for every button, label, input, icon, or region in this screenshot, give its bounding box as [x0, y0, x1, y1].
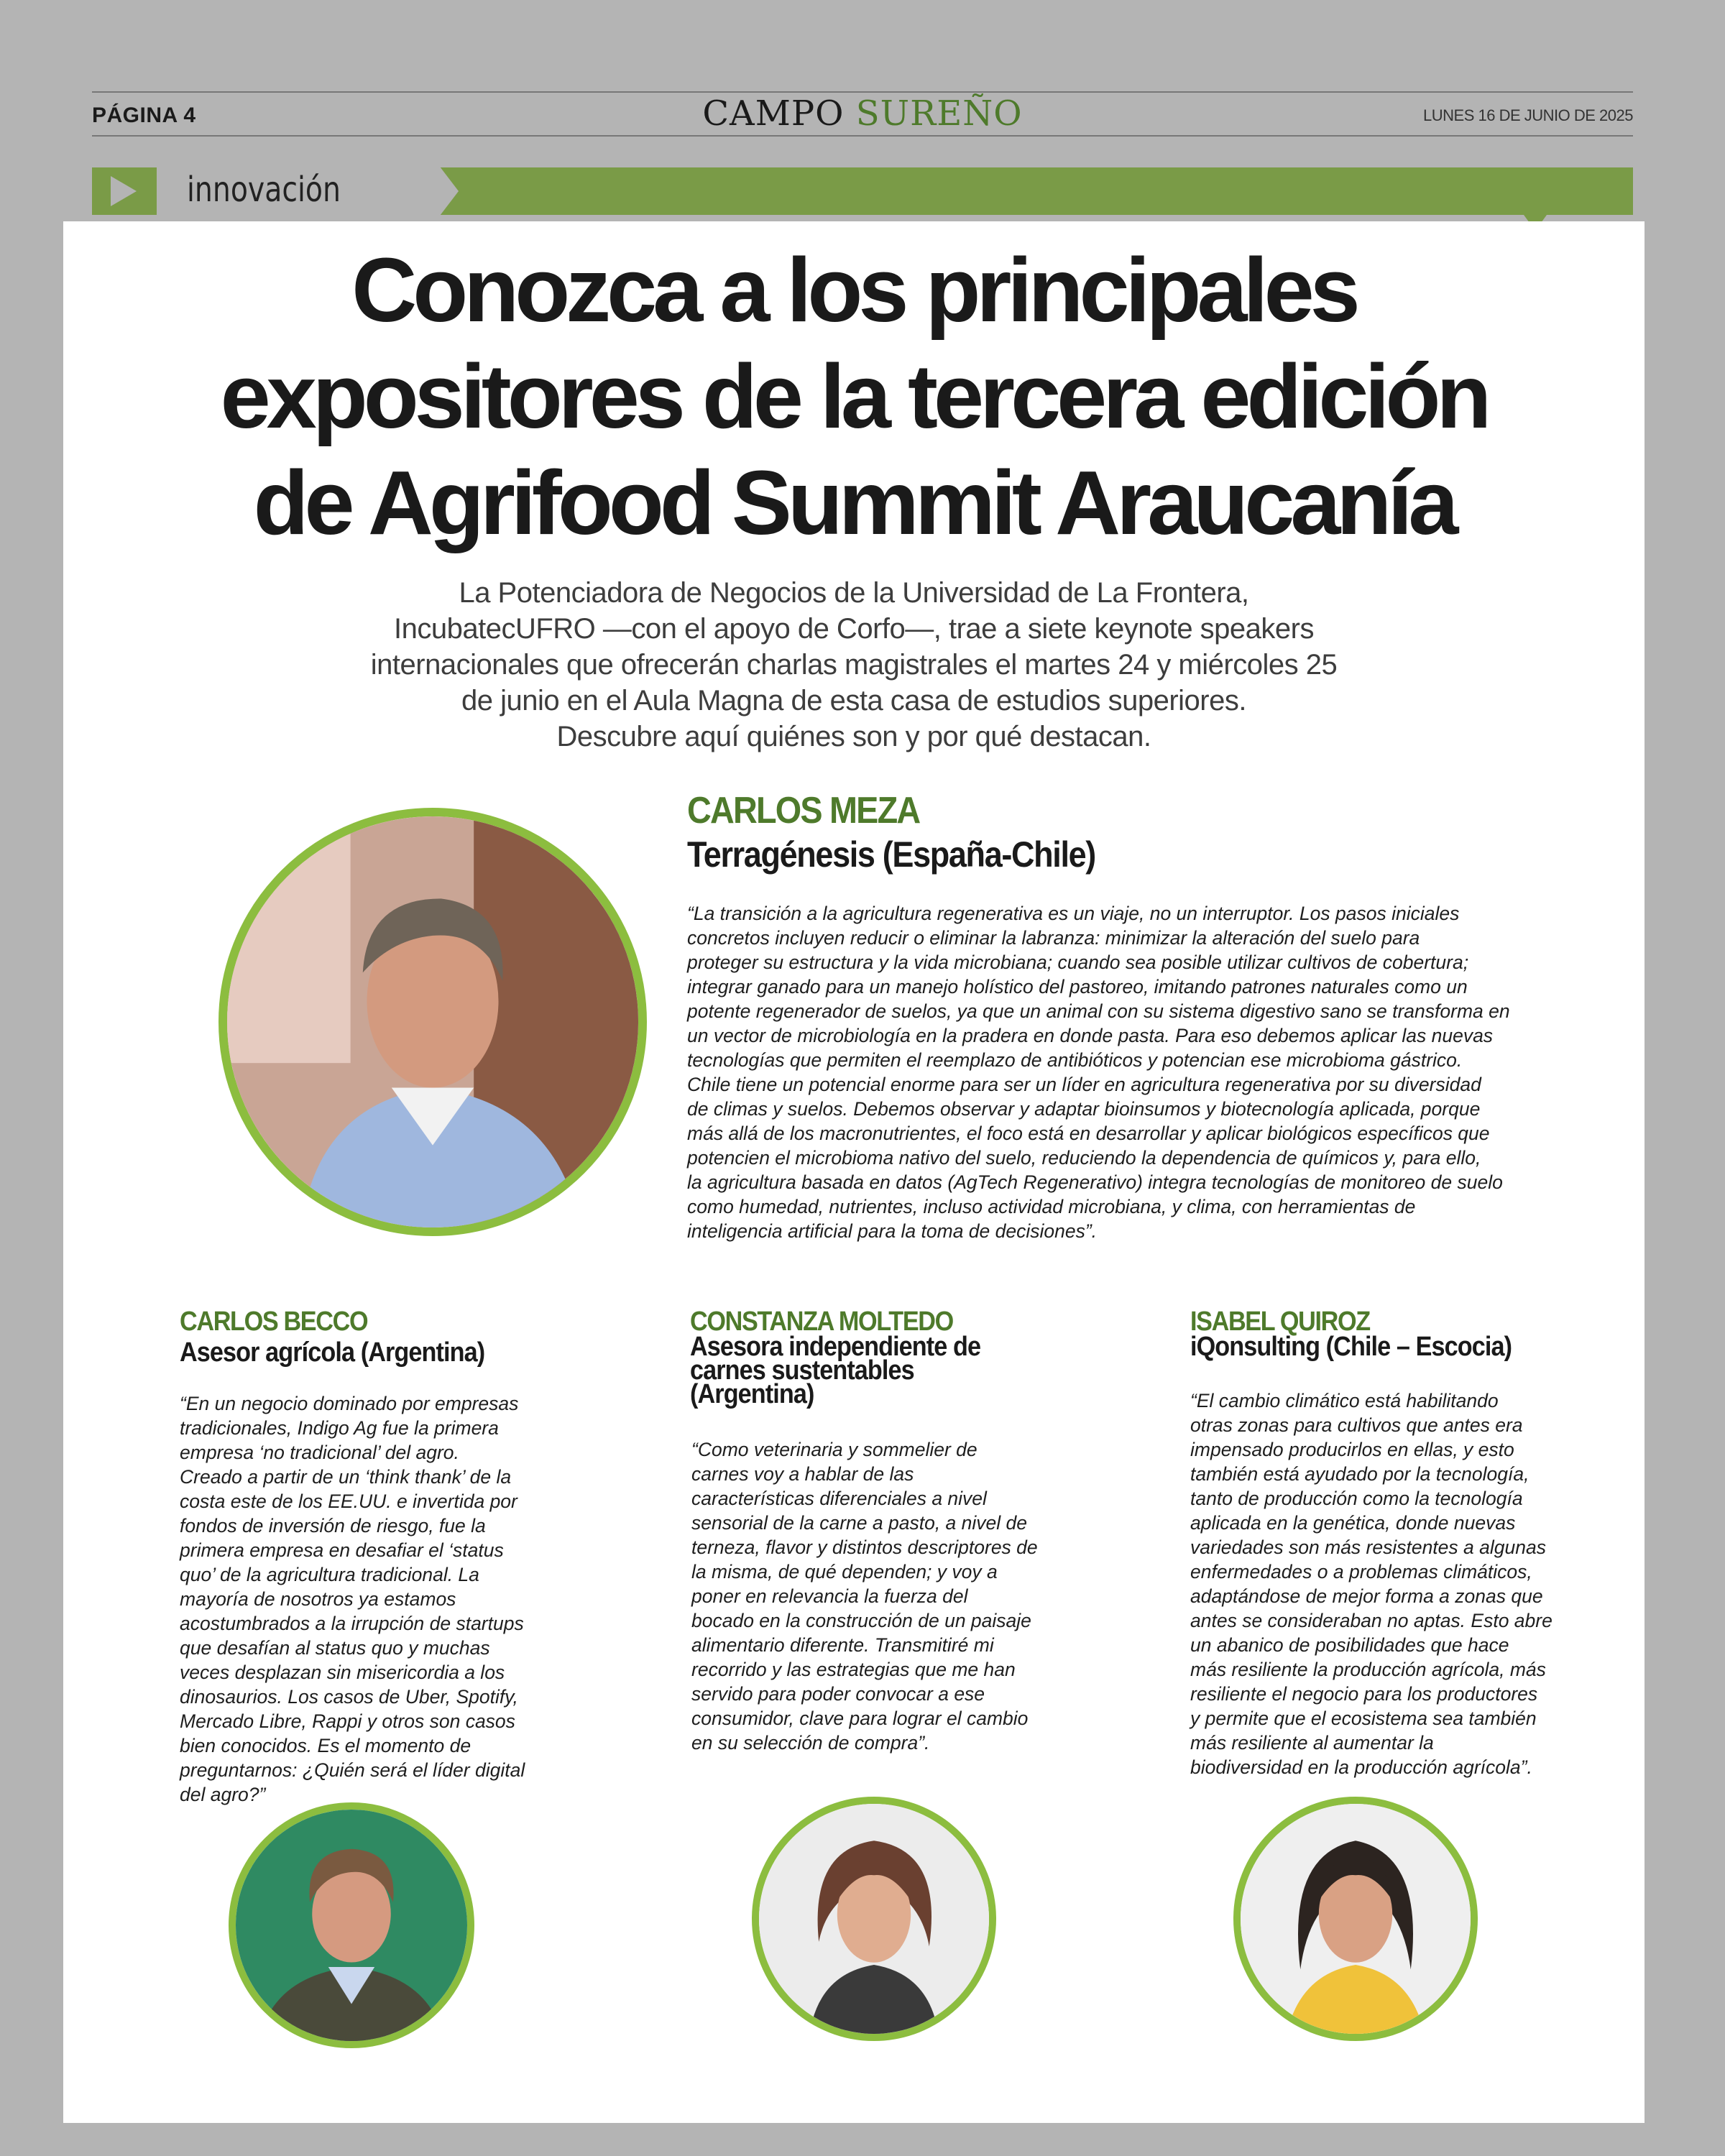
speaker-org-carlos-becco [180, 1337, 485, 1368]
quote-line: tecnologías que permiten el reemplazo de antibióticos y potencian ese microbioma gástrico. [687, 1049, 1463, 1071]
headline [63, 237, 1644, 556]
page-number: PÁGINA 4 [92, 103, 196, 127]
quote-line: concretos incluyen reducir o eliminar la labranza: minimizar la alteración del suelo para [687, 927, 1420, 949]
quote-line: aplicada en la genética, donde nuevas [1190, 1512, 1516, 1534]
quote-line: adaptándose de mejor forma a zonas que [1190, 1585, 1543, 1607]
quote-line: que desafían al status quo y muchas [180, 1637, 490, 1659]
quote-line: sensorial de la carne a pasto, a nivel de [691, 1512, 1027, 1534]
speaker-name-carlos-becco: CARLOS BECCO [180, 1307, 368, 1337]
quote-line: integrar ganado para un manejo holístico del pastoreo, imitando patrones naturales como un [687, 976, 1468, 998]
org-line: iQonsulting (Chile – Escocia) [1190, 1332, 1512, 1362]
headline-line: Conozca a los principales [351, 239, 1356, 341]
quote-line: acostumbrados a la irrupción de startups [180, 1613, 524, 1634]
section-bar [92, 167, 1633, 215]
quote-line: “El cambio climático está habilitando [1190, 1390, 1499, 1411]
portrait-man-icon [236, 1810, 467, 2041]
quote-line: veces desplazan sin misericordia a los [180, 1662, 505, 1683]
quote-line: resiliente el negocio para los productores [1190, 1683, 1538, 1705]
quote-line: servido para poder convocar a ese [691, 1683, 985, 1705]
issue-date: LUNES 16 DE JUNIO DE 2025 [1423, 106, 1633, 124]
quote-line: más resiliente la producción agrícola, más [1190, 1659, 1546, 1680]
quote-line: más resiliente al aumentar la [1190, 1732, 1434, 1754]
speaker-quote-carlos-meza [687, 901, 1571, 1243]
quote-line: dinosaurios. Los casos de Uber, Spotify, [180, 1686, 518, 1708]
quote-line: un vector de microbiología en la pradera en donde pasta. Para eso debemos aplicar las nuevas [687, 1025, 1494, 1046]
quote-line: potente regenerador de suelos, ya que un animal con su sistema digestivo sano se transforma en [687, 1000, 1510, 1022]
quote-line: variedades son más resistentes a algunas [1190, 1537, 1546, 1558]
speaker-name-constanza-moltedo: CONSTANZA MOLTEDO [690, 1307, 953, 1337]
quote-line: empresa ‘no tradicional’ del agro. [180, 1442, 459, 1463]
quote-line: Chile tiene un potencial enorme para ser un líder en agricultura regenerativa por su diversidad [687, 1074, 1481, 1095]
quote-line: primera empresa en desafiar el ‘status [180, 1539, 504, 1561]
portrait-woman-icon [759, 1804, 989, 2034]
portrait-man-icon [227, 816, 638, 1227]
quote-line: de climas y suelos. Debemos observar y adaptar bioinsumos y biotecnología aplicada, porque [687, 1098, 1481, 1120]
headline-line: de Agrifood Summit Araucanía [253, 452, 1455, 553]
dek-line: Descubre aquí quiénes son y por qué destacan. [556, 721, 1151, 752]
quote-line: Creado a partir de un ‘think thank’ de la [180, 1466, 512, 1488]
quote-line: recorrido y las estrategias que me han [691, 1659, 1016, 1680]
quote-line: y permite que el ecosistema sea también [1190, 1708, 1537, 1729]
quote-line: fondos de inversión de riesgo, fue la [180, 1515, 486, 1537]
carlos-meza-portrait [218, 808, 647, 1236]
carlos-becco-portrait [229, 1802, 474, 2048]
quote-line: preguntarnos: ¿Quién será el líder digital [180, 1759, 525, 1781]
quote-line: consumidor, clave para lograr el cambio [691, 1708, 1029, 1729]
speaker-name-carlos-meza: CARLOS MEZA [687, 790, 920, 831]
dek-line: internacionales que ofrecerán charlas magistrales el martes 24 y miércoles 25 [370, 649, 1338, 681]
quote-line: Mercado Libre, Rappi y otros son casos [180, 1710, 515, 1732]
quote-line: un abanico de posibilidades que hace [1190, 1634, 1509, 1656]
masthead-sureno: SUREÑO [855, 93, 1023, 134]
speaker-quote-constanza-moltedo [691, 1437, 1038, 1755]
quote-line: costa este de los EE.UU. e invertida por [180, 1491, 518, 1512]
speaker-org-constanza-moltedo [690, 1332, 981, 1409]
org-line: carnes sustentables [690, 1355, 914, 1386]
quote-line: otras zonas para cultivos que antes era [1190, 1414, 1523, 1436]
quote-line: como humedad, nutrientes, incluso actividad microbiana, y clima, con herramientas de [687, 1196, 1416, 1217]
speaker-org-carlos-meza: Terragénesis (España-Chile) [687, 834, 1095, 875]
quote-line: mayoría de nosotros ya estamos [180, 1588, 456, 1610]
play-arrow-icon [92, 167, 157, 215]
quote-line: también está ayudado por la tecnología, [1190, 1463, 1530, 1485]
quote-line: alimentario diferente. Transmitiré mi [691, 1634, 994, 1656]
quote-line: en su selección de compra”. [691, 1732, 930, 1754]
quote-line: la agricultura basada en datos (AgTech Regenerativo) integra tecnologías de monitoreo de suelo [687, 1171, 1503, 1193]
quote-line: “En un negocio dominado por empresas [180, 1393, 519, 1414]
quote-line: proteger su estructura y la vida microbiana; cuando sea posible utilizar cultivos de cobertura; [687, 952, 1469, 973]
quote-line: enfermedades o a problemas climáticos, [1190, 1561, 1532, 1583]
dek [63, 575, 1644, 755]
quote-line: biodiversidad en la producción agrícola”. [1190, 1756, 1532, 1778]
quote-line: la misma, de qué dependen; y voy a [691, 1561, 998, 1583]
quote-line: bocado en la construcción de un paisaje [691, 1610, 1031, 1631]
speaker-quote-isabel-quiroz [1190, 1388, 1552, 1779]
quote-line: “La transición a la agricultura regenerativa es un viaje, no un interruptor. Los pasos iniciales [687, 903, 1460, 924]
quote-line: impensado producirlos en ellas, y esto [1190, 1439, 1514, 1460]
masthead-campo: CAMPO [702, 93, 845, 134]
headline-line: expositores de la tercera edición [220, 346, 1488, 447]
dek-line: de junio en el Aula Magna de esta casa de estudios superiores. [461, 685, 1246, 717]
quote-line: más allá de los macronutrientes, el foco está en desarrollar y aplicar biológicos específicos que [687, 1123, 1490, 1144]
org-line: Asesora independiente de [690, 1332, 981, 1362]
quote-line: antes se consideraban no aptas. Esto abre [1190, 1610, 1552, 1631]
quote-line: “Como veterinaria y sommelier de [691, 1439, 978, 1460]
quote-line: características diferenciales a nivel [691, 1488, 987, 1509]
quote-line: inteligencia artificial para la toma de decisiones”. [687, 1220, 1098, 1242]
header-top-rule [92, 91, 1633, 93]
speaker-quote-carlos-becco [180, 1391, 525, 1807]
quote-line: tanto de producción como la tecnología [1190, 1488, 1523, 1509]
org-line: Asesor agrícola (Argentina) [180, 1337, 485, 1368]
quote-line: poner en relevancia la fuerza del [691, 1585, 968, 1607]
isabel-quiroz-portrait [1233, 1797, 1478, 2041]
dek-line: La Potenciadora de Negocios de la Universidad de La Frontera, [459, 577, 1249, 609]
portrait-woman-icon [1241, 1804, 1471, 2034]
org-line: (Argentina) [690, 1379, 814, 1409]
quote-line: carnes voy a hablar de las [691, 1463, 914, 1485]
dek-line: IncubatecUFRO —con el apoyo de Corfo—, trae a siete keynote speakers [393, 613, 1314, 645]
quote-line: quo’ de la agricultura tradicional. La [180, 1564, 479, 1585]
quote-line: terneza, flavor y distintos descriptores de [691, 1537, 1038, 1558]
quote-line: potencien el microbioma nativo del suelo, reduciendo la dependencia de químicos y, para ello, [687, 1147, 1481, 1169]
header-bottom-rule [92, 135, 1633, 137]
constanza-moltedo-portrait [752, 1797, 996, 2041]
quote-line: tradicionales, Indigo Ag fue la primera [180, 1417, 499, 1439]
section-label: innovación [187, 170, 341, 210]
quote-line: del agro?” [180, 1784, 266, 1805]
quote-line: bien conocidos. Es el momento de [180, 1735, 472, 1756]
speaker-name-isabel-quiroz: ISABEL QUIROZ [1190, 1307, 1370, 1337]
speaker-org-isabel-quiroz [1190, 1332, 1512, 1362]
